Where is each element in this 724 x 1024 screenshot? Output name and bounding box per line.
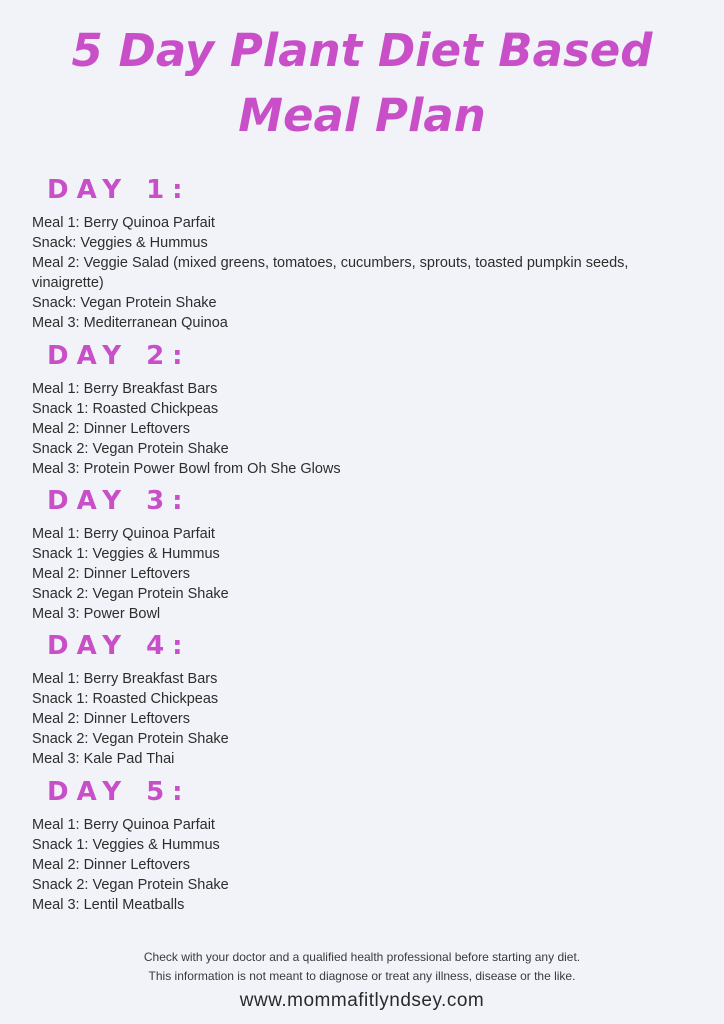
- meal-item: Snack 1: Roasted Chickpeas: [32, 401, 219, 417]
- meal-item: Snack 2: Vegan Protein Shake: [32, 586, 229, 602]
- day-1-meal-list: [32, 213, 692, 333]
- meal-item: Meal 1: Berry Quinoa Parfait: [32, 215, 215, 231]
- meal-item: Meal 2: Dinner Leftovers: [32, 566, 190, 582]
- day-3-heading: DAY 3:: [47, 486, 191, 516]
- meal-item: Meal 2: Dinner Leftovers: [32, 711, 190, 727]
- meal-item: Meal 2: Dinner Leftovers: [32, 857, 190, 873]
- meal-item: Meal 2: Veggie Salad (mixed greens, tomatoes, cucumbers, sprouts, toasted pumpkin seeds, vinaigrette): [32, 255, 629, 291]
- title-line-2: Meal Plan: [238, 89, 486, 142]
- meal-item: Snack 2: Vegan Protein Shake: [32, 441, 229, 457]
- meal-item: Meal 3: Power Bowl: [32, 606, 161, 622]
- meal-item: Meal 3: Kale Pad Thai: [32, 751, 175, 767]
- day-1-heading: DAY 1:: [47, 175, 191, 205]
- title-line-1: 5 Day Plant Diet Based: [71, 24, 653, 77]
- disclaimer: [0, 948, 724, 986]
- meal-item: Meal 3: Mediterranean Quinoa: [32, 315, 228, 331]
- meal-item: Meal 3: Lentil Meatballs: [32, 897, 185, 913]
- meal-item: Meal 1: Berry Breakfast Bars: [32, 381, 218, 397]
- meal-item: Snack 1: Veggies & Hummus: [32, 837, 220, 853]
- day-5-section: [32, 777, 692, 915]
- meal-item: Meal 1: Berry Quinoa Parfait: [32, 817, 215, 833]
- disclaimer-line-1: Check with your doctor and a qualified health professional before starting any diet.: [143, 950, 581, 964]
- day-1-section: [32, 175, 692, 333]
- website-url: www.mommafitlyndsey.com: [239, 990, 485, 1011]
- page-title: [0, 18, 724, 148]
- meal-item: Meal 2: Dinner Leftovers: [32, 421, 190, 437]
- day-2-section: [32, 341, 692, 479]
- meal-item: Snack: Veggies & Hummus: [32, 235, 208, 251]
- day-4-section: [32, 631, 692, 769]
- meal-item: Snack 1: Veggies & Hummus: [32, 546, 220, 562]
- day-3-section: [32, 486, 692, 624]
- meal-item: Meal 1: Berry Breakfast Bars: [32, 671, 218, 687]
- day-3-meal-list: [32, 524, 692, 624]
- day-2-heading: DAY 2:: [47, 341, 191, 371]
- meal-item: Snack: Vegan Protein Shake: [32, 295, 217, 311]
- meal-item: Snack 2: Vegan Protein Shake: [32, 731, 229, 747]
- meal-item: Snack 1: Roasted Chickpeas: [32, 691, 219, 707]
- day-5-meal-list: [32, 815, 692, 915]
- disclaimer-line-2: This information is not meant to diagnose or treat any illness, disease or the like.: [148, 969, 576, 983]
- day-4-heading: DAY 4:: [47, 631, 191, 661]
- meal-item: Snack 2: Vegan Protein Shake: [32, 877, 229, 893]
- day-4-meal-list: [32, 669, 692, 769]
- day-5-heading: DAY 5:: [47, 777, 191, 807]
- day-2-meal-list: [32, 379, 692, 479]
- meal-item: Meal 3: Protein Power Bowl from Oh She Glows: [32, 461, 341, 477]
- meal-item: Meal 1: Berry Quinoa Parfait: [32, 526, 215, 542]
